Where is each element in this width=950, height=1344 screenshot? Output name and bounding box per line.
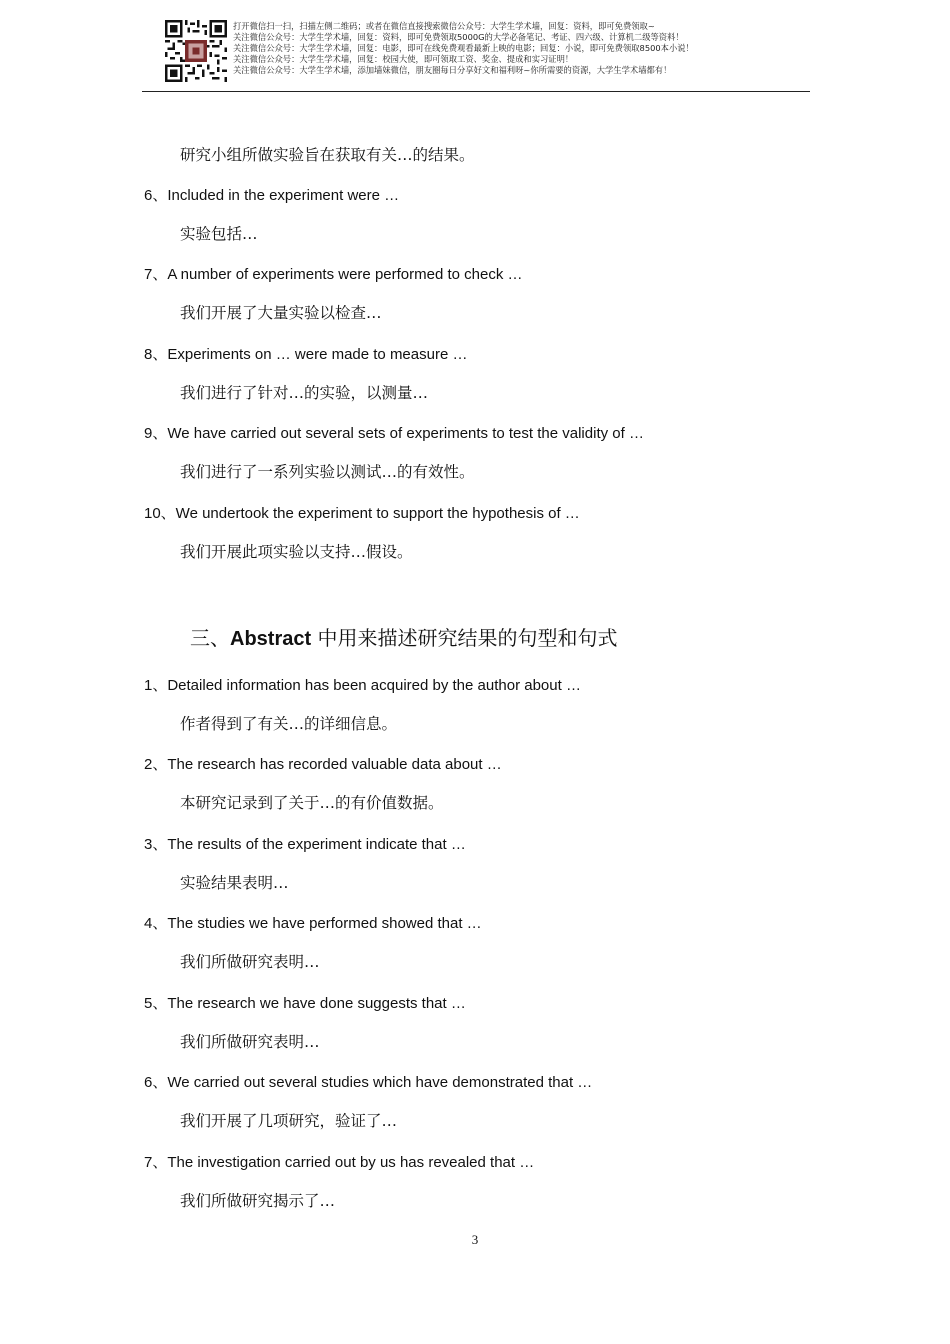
promo-line: 关注微信公众号：大学生学术墙，回复：电影，即可在线免费观看最新上映的电影；回复：小说，即可免费领取8500本小说！ (233, 42, 694, 53)
section-heading-prefix: 三、 (190, 626, 230, 650)
phrase-item-en: 6、We carried out several studies which have demonstrated that … (144, 1074, 593, 1091)
phrase-item-zh: 我们进行了针对…的实验，以测量… (180, 384, 429, 402)
promo-text-block (233, 21, 694, 76)
phrase-item-zh: 我们所做研究表明… (180, 953, 320, 971)
section-heading-keyword: Abstract (230, 628, 312, 650)
phrase-item-zh: 实验包括… (180, 225, 258, 243)
section-heading-suffix: 中用来描述研究结果的句型和句式 (311, 626, 618, 650)
promo-line: 关注微信公众号：大学生学术墙，添加墙妹微信，朋友圈每日分享好文和福利呀~你所需要的资源，大学生学术墙都有！ (233, 64, 672, 75)
header-divider (142, 91, 810, 92)
phrase-item-en: 10、We undertook the experiment to support the hypothesis of … (144, 505, 580, 522)
qr-code-icon (165, 20, 227, 82)
phrase-item-zh: 作者得到了有关…的详细信息。 (180, 715, 398, 733)
phrase-item-en: 6、Included in the experiment were … (144, 187, 400, 204)
phrase-item-zh: 我们开展此项实验以支持…假设。 (180, 543, 413, 561)
phrase-item-en: 8、Experiments on … were made to measure … (144, 346, 468, 363)
translation-text: 研究小组所做实验旨在获取有关…的结果。 (180, 146, 475, 164)
phrase-item-en: 7、The investigation carried out by us has revealed that … (144, 1154, 535, 1171)
phrase-item-zh: 我们开展了大量实验以检查… (180, 304, 382, 322)
phrase-item-zh: 我们开展了几项研究，验证了… (180, 1112, 398, 1130)
phrase-item-zh: 本研究记录到了关于…的有价值数据。 (180, 794, 444, 812)
promo-line: 打开微信扫一扫，扫描左侧二维码；或者在微信直接搜索微信公众号：大学生学术墙，回复：资料，即可免费领取~ (233, 21, 655, 31)
section-heading (190, 622, 618, 651)
phrase-item-en: 1、Detailed information has been acquired by the author about … (144, 677, 581, 694)
phrase-item-zh: 我们所做研究表明… (180, 1033, 320, 1051)
phrase-item-en: 4、The studies we have performed showed that … (144, 915, 482, 932)
phrase-item-zh: 我们进行了一系列实验以测试…的有效性。 (180, 463, 475, 481)
phrase-item-en: 3、The results of the experiment indicate that … (144, 836, 466, 853)
phrase-item-zh: 实验结果表明… (180, 874, 289, 892)
phrase-item-zh: 我们所做研究揭示了… (180, 1192, 336, 1210)
phrase-item-en: 2、The research has recorded valuable data about … (144, 756, 502, 773)
phrase-item-en: 5、The research we have done suggests that … (144, 995, 466, 1012)
phrase-item-en: 7、A number of experiments were performed to check … (144, 266, 523, 283)
promo-line: 关注微信公众号：大学生学术墙，回复：资料，即可免费领取5000G的大学必备笔记、考证、四六级、计算机二级等资料！ (233, 31, 684, 42)
promo-line: 关注微信公众号：大学生学术墙，回复：校园大使，即可领取工资、奖金、提成和实习证明！ (233, 53, 574, 64)
page-number: 3 (471, 1232, 479, 1247)
phrase-item-en: 9、We have carried out several sets of experiments to test the validity of … (144, 425, 644, 442)
page-header (142, 18, 810, 92)
